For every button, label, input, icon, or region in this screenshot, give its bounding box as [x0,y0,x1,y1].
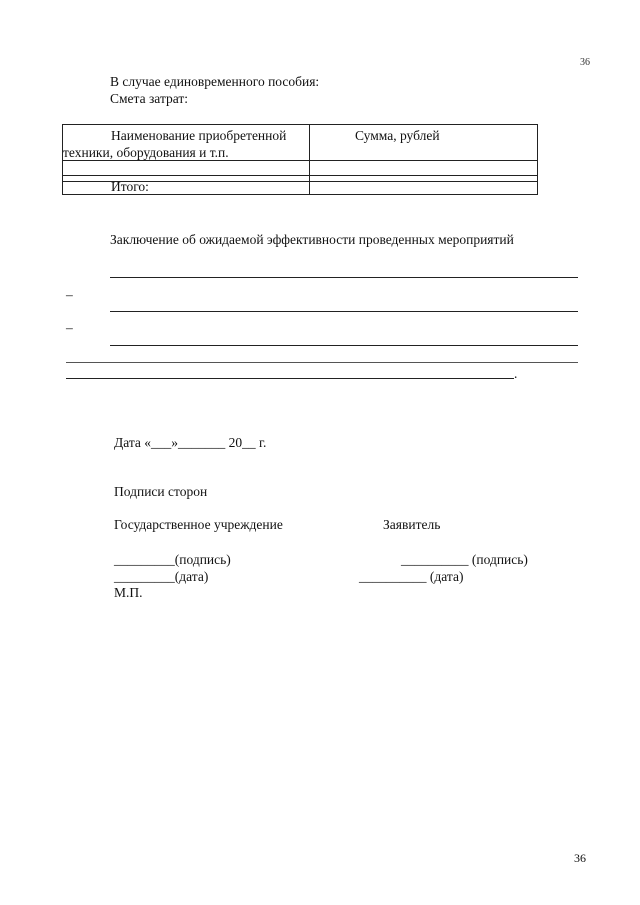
conclusion-line-4 [66,362,578,363]
signatures-heading: Подписи сторон [114,484,208,499]
conclusion-end-mark: . [514,366,518,381]
cost-estimate-table [62,124,538,195]
conclusion-dash-1: – [66,287,73,302]
intro-line-lump-sum: В случае единовременного пособия: [110,74,320,89]
page-number-bottom: 36 [574,851,586,865]
right-signature-field: __________ (подпись) [401,552,528,567]
table-header-name [63,127,307,161]
conclusion-title: Заключение об ожидаемой эффективности проведенных мероприятий [110,232,514,247]
conclusion-line-3 [110,345,578,346]
table-header-name-line1: Наименование приобретенной [111,128,287,143]
table-row-divider [63,175,537,176]
conclusion-line-1 [110,277,578,278]
table-total-label: Итого: [111,179,149,194]
intro-line-cost-estimate: Смета затрат: [110,91,189,106]
right-party-name: Заявитель [383,517,441,532]
conclusion-dash-2: – [66,320,73,335]
left-date-field: _________(дата) [114,569,209,584]
left-party-name: Государственное учреждение [114,517,283,532]
conclusion-line-2 [110,311,578,312]
stamp-label: М.П. [114,585,143,600]
table-header-name-line2: техники, оборудования и т.п. [63,145,229,160]
date-line: Дата «___»_______ 20__ г. [114,435,267,450]
left-signature-field: _________(подпись) [114,552,231,567]
right-date-field: __________ (дата) [359,569,464,584]
conclusion-line-5 [66,378,514,379]
table-header-sum: Сумма, рублей [355,128,440,143]
page-number-top: 36 [580,57,590,68]
